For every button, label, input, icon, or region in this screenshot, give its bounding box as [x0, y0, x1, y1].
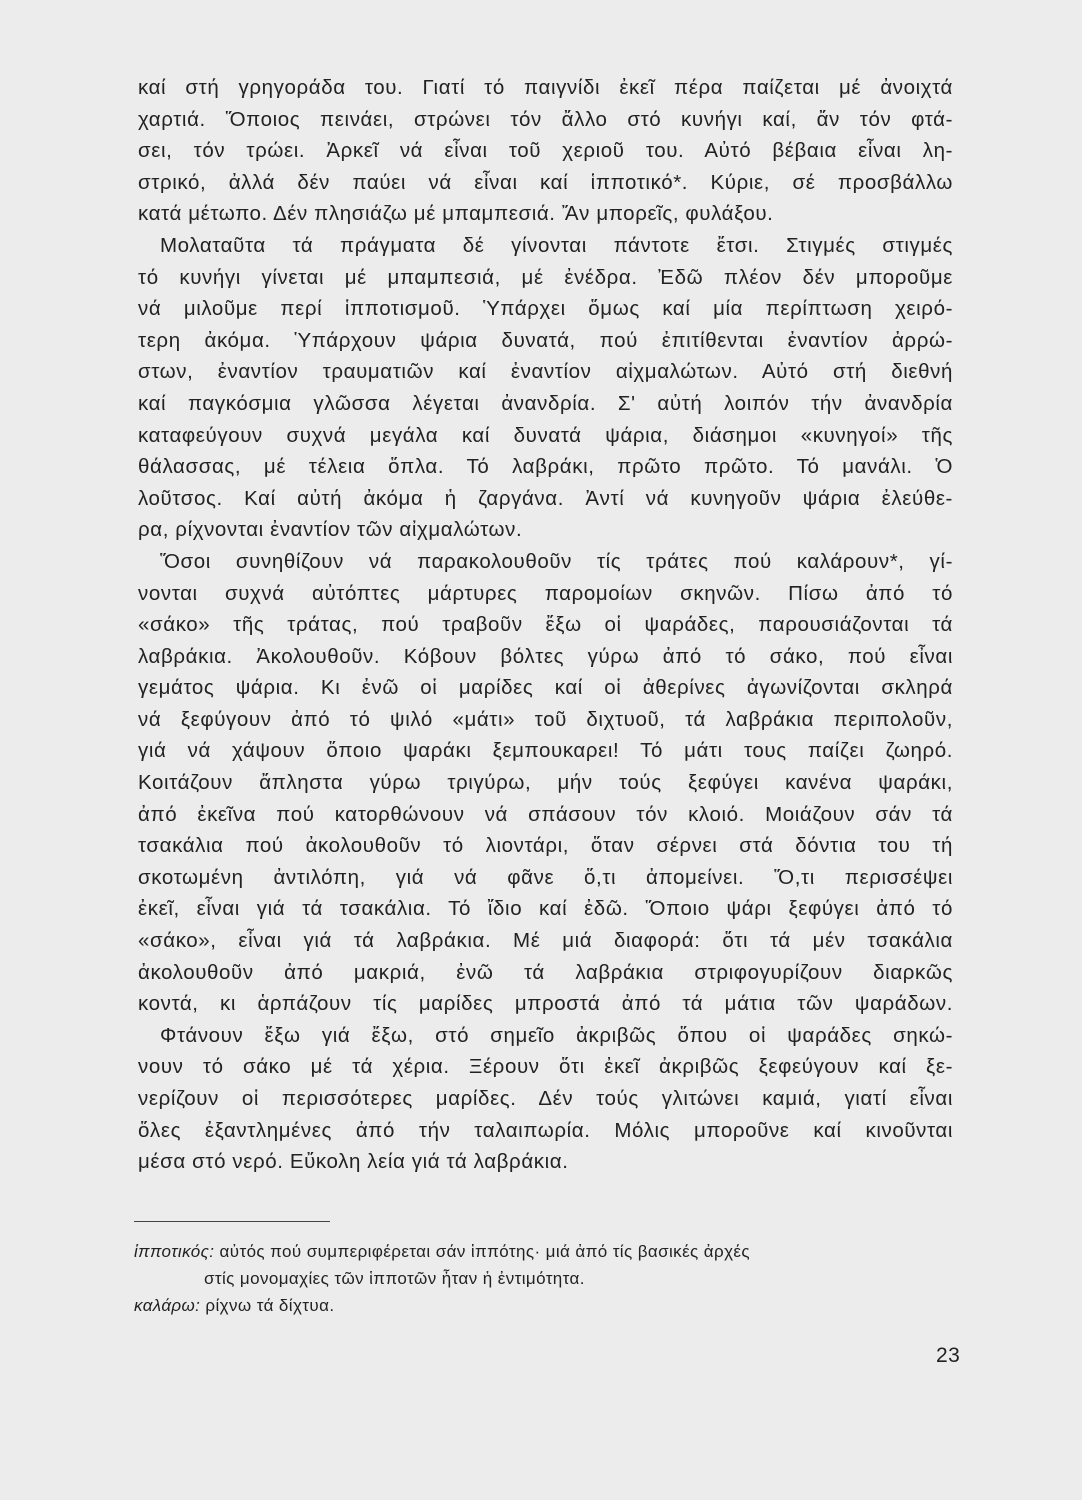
text-line: ὅλες ἐξαντλημένες ἀπό τήν ταλαιπωρία. Μόλις μποροῦνε καί κινοῦνται — [138, 1118, 953, 1142]
text-line: καί στή γρηγοράδα του. Γιατί τό παιγνίδι ἐκεῖ πέρα παίζεται μέ ἀνοιχτά — [138, 76, 953, 99]
text-line: λαβράκια. Ἀκολουθοῦν. Κόβουν βόλτες γύρω ἀπό τό σάκο, πού εἶναι — [138, 644, 953, 668]
text-line: καταφεύγουν συχνά μεγάλα καί δυνατά ψάρια, διάσημοι «κυνηγοί» τῆς — [138, 423, 953, 447]
text-line: σει, τόν τρώει. Ἀρκεῖ νά εἶναι τοῦ χεριοῦ του. Αὐτό βέβαια εἶναι λη- — [138, 139, 953, 163]
text-line: τσακάλια πού ἀκολουθοῦν τό λιοντάρι, ὅταν σέρνει στά δόντια του τή — [138, 834, 953, 858]
footnote-term: καλάρω: — [134, 1296, 201, 1315]
text-line: νουν τό σάκο μέ τά χέρια. Ξέρουν ὅτι ἐκεῖ ἀκριβῶς ξεφεύγουν καί ξε- — [138, 1055, 953, 1079]
footnote-definition: ρίχνω τά δίχτυα. — [200, 1296, 335, 1315]
text-line: λοῦτσος. Καί αὐτή ἀκόμα ἡ ζαργάνα. Ἀντί νά κυνηγοῦν ψάρια ἐλεύθε- — [138, 486, 953, 510]
footnote-2 — [134, 1292, 954, 1319]
text-line: σκοτωμένη ἀντιλόπη, γιά νά φᾶνε ὅ,τι ἀπομείνει. Ὅ,τι περισσέψει — [138, 865, 953, 889]
text-line: Ὅσοι συνηθίζουν νά παρακολουθοῦν τίς τράτες πού καλάρουν*, γί- — [160, 549, 953, 573]
text-line: «σάκο», εἶναι γιά τά λαβράκια. Μέ μιά διαφορά: ὅτι τά μέν τσακάλια — [138, 929, 953, 953]
text-line: Μολαταῦτα τά πράγματα δέ γίνονται πάντοτε ἔτσι. Στιγμές στιγμές — [160, 233, 953, 257]
text-line: νερίζουν οἱ περισσότερες μαρίδες. Δέν τούς γλιτώνει καμιά, γιατί εἶναι — [138, 1087, 953, 1110]
page-number: 23 — [936, 1344, 961, 1367]
footnote-1 — [134, 1238, 954, 1265]
footnotes — [134, 1238, 954, 1319]
text-line: γεμάτος ψάρια. Κι ἐνῶ οἱ μαρίδες καί οἱ ἀθερίνες ἀγωνίζονται σκληρά — [138, 676, 953, 700]
text-line: χαρτιά. Ὅποιος πεινάει, στρώνει τόν ἄλλο στό κυνήγι καί, ἄν τόν φτά- — [138, 107, 953, 131]
footnote-divider — [134, 1221, 330, 1222]
text-line: «σάκο» τῆς τράτας, πού τραβοῦν ἔξω οἱ ψαράδες, παρουσιάζονται τά — [138, 613, 953, 637]
text-line: στων, ἐναντίον τραυματιῶν καί ἐναντίον αἰχμαλώτων. Αὐτό στή διεθνή — [138, 360, 953, 384]
text-line: νά ξεφύγουν ἀπό τό ψιλό «μάτι» τοῦ διχτυοῦ, τά λαβράκια περιπολοῦν, — [138, 707, 953, 731]
text-line: κοντά, κι ἁρπάζουν τίς μαρίδες μπροστά ἀπό τά μάτια τῶν ψαράδων. — [138, 992, 953, 1016]
text-line: νονται συχνά αὐτόπτες μάρτυρες παρομοίων σκηνῶν. Πίσω ἀπό τό — [138, 581, 953, 605]
text-line: τερη ἀκόμα. Ὑπάρχουν ψάρια δυνατά, πού ἐπιτίθενται ἐναντίον ἀρρώ- — [138, 328, 953, 352]
text-line: καί παγκόσμια γλῶσσα λέγεται ἀνανδρία. Σ' αὐτή λοιπόν τήν ἀνανδρία — [138, 391, 953, 415]
text-line: στρικό, ἀλλά δέν παύει νά εἶναι καί ἱπποτικό*. Κύριε, σέ προσβάλλω — [138, 170, 953, 194]
text-line: ἀπό ἐκεῖνα πού κατορθώνουν νά σπάσουν τόν κλοιό. Μοιάζουν σάν τά — [138, 802, 953, 826]
text-line: Κοιτάζουν ἄπληστα γύρω τριγύρω, μήν τούς ξεφύγει κανένα ψαράκι, — [138, 771, 953, 795]
text-line: ἀκολουθοῦν ἀπό μακριά, ἐνῶ τά λαβράκια στριφογυρίζουν διαρκῶς — [138, 960, 953, 984]
text-line: κατά μέτωπο. Δέν πλησιάζω μέ μπαμπεσιά. Ἄν μπορεῖς, φυλάξου. — [138, 202, 774, 226]
text-line: γιά νά χάψουν ὅποιο ψαράκι ξεμπουκαρει! Τό μάτι τους παίζει ζωηρό. — [138, 739, 953, 763]
body-text — [138, 72, 953, 1178]
footnote-term: ἱπποτικός: — [134, 1242, 215, 1261]
text-line: τό κυνήγι γίνεται μέ μπαμπεσιά, μέ ἐνέδρα. Ἐδῶ πλέον δέν μποροῦμε — [138, 265, 953, 289]
text-line: μέσα στό νερό. Εὔκολη λεία γιά τά λαβράκια. — [138, 1150, 569, 1174]
text-line: θάλασσας, μέ τέλεια ὅπλα. Τό λαβράκι, πρῶτο πρῶτο. Τό μανάλι. Ὁ — [138, 455, 953, 479]
footnote-definition: αὐτός πού συμπεριφέρεται σάν ἱππότης· μιά ἀπό τίς βασικές ἀρχές — [214, 1242, 750, 1261]
text-line: νά μιλοῦμε περί ἱπποτισμοῦ. Ὑπάρχει ὅμως καί μία περίπτωση χειρό- — [138, 297, 953, 321]
text-line: Φτάνουν ἔξω γιά ἔξω, στό σημεῖο ἀκριβῶς ὅπου οἱ ψαράδες σηκώ- — [160, 1023, 953, 1047]
text-line: ρα, ρίχνονται ἐναντίον τῶν αἰχμαλώτων. — [138, 518, 523, 542]
footnote-continuation: στίς μονομαχίες τῶν ἱπποτῶν ἦταν ἡ ἐντιμότητα. — [204, 1269, 585, 1288]
text-line: ἐκεῖ, εἶναι γιά τά τσακάλια. Τό ἴδιο καί ἐδῶ. Ὅποιο ψάρι ξεφύγει ἀπό τό — [138, 897, 953, 921]
